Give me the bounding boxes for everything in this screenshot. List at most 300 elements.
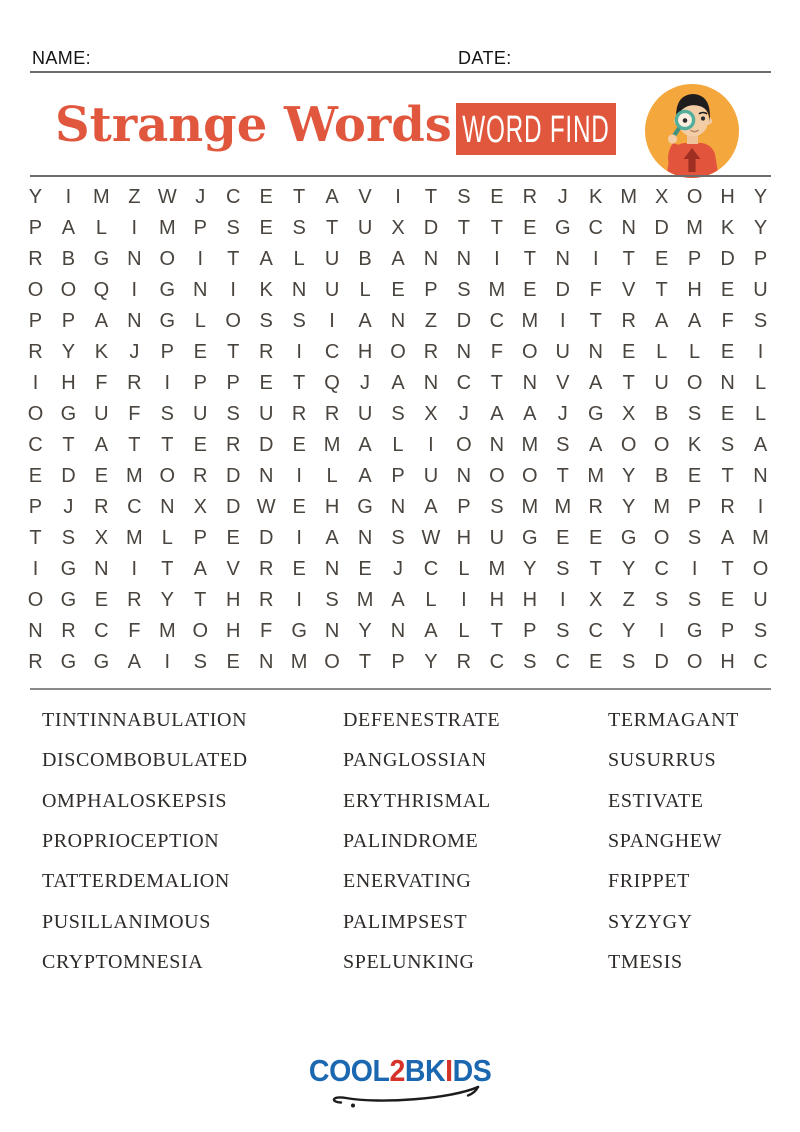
- grid-letter-r9c23: A: [753, 434, 768, 456]
- grid-letter-r12c15: U: [489, 527, 505, 549]
- grid-letter-r12c1: T: [29, 527, 42, 549]
- grid-letter-r3c13: N: [423, 248, 439, 270]
- grid-letter-r13c7: V: [226, 558, 240, 580]
- grid-letter-r12c10: A: [325, 527, 339, 549]
- grid-letter-r3c11: B: [358, 248, 372, 270]
- grid-letter-r1c19: M: [620, 186, 638, 208]
- grid-divider: [30, 688, 771, 690]
- grid-letter-r12c19: G: [620, 527, 637, 549]
- grid-letter-r16c11: T: [358, 651, 372, 673]
- grid-letter-r8c16: A: [523, 403, 537, 425]
- grid-letter-r4c5: G: [159, 279, 176, 301]
- grid-letter-r1c16: R: [522, 186, 538, 208]
- grid-letter-r12c2: S: [61, 527, 76, 549]
- grid-letter-r9c21: K: [687, 434, 702, 456]
- grid-letter-r11c10: H: [324, 496, 340, 518]
- grid-letter-r15c3: C: [94, 620, 109, 642]
- grid-letter-r4c2: O: [60, 279, 77, 301]
- grid-letter-r13c17: S: [556, 558, 570, 580]
- word-list-item: SPELUNKING: [343, 951, 475, 974]
- grid-letter-r12c23: M: [752, 527, 769, 549]
- grid-letter-r2c3: L: [95, 217, 107, 239]
- grid-letter-r6c12: O: [390, 341, 406, 363]
- word-list-item: PUSILLANIMOUS: [42, 910, 211, 933]
- grid-letter-r2c11: U: [357, 217, 373, 239]
- grid-letter-r16c22: H: [720, 651, 735, 673]
- grid-letter-r15c8: F: [260, 620, 273, 642]
- grid-letter-r1c23: Y: [753, 186, 768, 208]
- word-list-column: [608, 700, 800, 983]
- grid-letter-r8c23: L: [754, 403, 767, 425]
- grid-letter-r10c10: L: [326, 465, 338, 487]
- grid-letter-r15c20: I: [658, 620, 665, 642]
- grid-letter-r9c18: A: [589, 434, 603, 456]
- word-list-item: ESTIVATE: [608, 789, 704, 812]
- grid-letter-r3c1: R: [28, 248, 43, 270]
- grid-letter-r2c4: I: [131, 217, 138, 239]
- grid-letter-r3c15: I: [494, 248, 500, 270]
- grid-letter-r5c5: G: [159, 310, 176, 332]
- grid-letter-r7c2: H: [61, 372, 76, 394]
- grid-letter-r6c1: R: [28, 341, 43, 363]
- grid-letter-r7c9: T: [293, 372, 306, 394]
- grid-letter-r6c7: T: [227, 341, 240, 363]
- grid-letter-r4c1: O: [27, 279, 44, 301]
- grid-letter-r6c16: O: [522, 341, 538, 363]
- grid-letter-r9c17: S: [556, 434, 570, 456]
- word-list-item: PANGLOSSIAN: [343, 749, 487, 772]
- grid-letter-r16c10: O: [324, 651, 340, 673]
- grid-letter-r10c23: N: [753, 465, 768, 487]
- grid-letter-r10c7: D: [225, 465, 241, 487]
- grid-letter-r8c2: G: [60, 403, 77, 425]
- grid-letter-r5c20: A: [654, 310, 669, 332]
- logo-part: DS: [452, 1053, 492, 1088]
- grid-letter-r8c14: J: [458, 403, 469, 425]
- logo-part: 2: [389, 1053, 405, 1088]
- grid-letter-r15c1: N: [28, 620, 43, 642]
- grid-letter-r9c12: L: [392, 434, 404, 456]
- grid-letter-r3c10: U: [324, 248, 340, 270]
- grid-letter-r11c4: C: [127, 496, 142, 518]
- grid-letter-r14c22: E: [720, 589, 735, 611]
- grid-letter-r14c3: E: [94, 589, 109, 611]
- grid-letter-r9c15: N: [489, 434, 505, 456]
- grid-letter-r5c13: Z: [424, 310, 438, 332]
- grid-letter-r16c7: E: [226, 651, 240, 673]
- grid-letter-r9c22: S: [720, 434, 735, 456]
- grid-letter-r15c10: N: [324, 620, 340, 642]
- grid-letter-r4c9: N: [291, 279, 307, 301]
- grid-letter-r1c9: T: [293, 186, 306, 208]
- grid-letter-r9c9: E: [292, 434, 306, 456]
- grid-letter-r4c23: U: [753, 279, 768, 301]
- grid-letter-r3c20: E: [654, 248, 669, 270]
- grid-letter-r8c18: G: [587, 403, 604, 425]
- grid-letter-r7c6: P: [193, 372, 207, 394]
- grid-letter-r4c11: L: [359, 279, 371, 301]
- grid-letter-r9c19: O: [620, 434, 637, 456]
- grid-letter-r15c18: C: [588, 620, 603, 642]
- title-divider: [30, 175, 771, 177]
- grid-letter-r13c8: R: [258, 558, 274, 580]
- word-list-column: [42, 700, 332, 983]
- grid-letter-r14c15: H: [489, 589, 505, 611]
- grid-letter-r7c12: A: [391, 372, 405, 394]
- grid-letter-r7c1: I: [32, 372, 39, 394]
- grid-letter-r2c18: C: [588, 217, 603, 239]
- grid-letter-r1c8: E: [259, 186, 273, 208]
- grid-letter-r4c10: U: [324, 279, 340, 301]
- grid-letter-r8c15: A: [490, 403, 504, 425]
- grid-letter-r7c22: N: [720, 372, 735, 394]
- grid-letter-r2c15: T: [490, 217, 503, 239]
- grid-letter-r4c15: M: [488, 279, 506, 301]
- word-list-item: OMPHALOSKEPSIS: [42, 789, 228, 812]
- grid-letter-r15c16: P: [523, 620, 537, 642]
- grid-letter-r7c4: R: [127, 372, 142, 394]
- grid-letter-r4c12: E: [391, 279, 405, 301]
- grid-letter-r8c11: U: [357, 403, 373, 425]
- grid-letter-r2c17: G: [554, 217, 571, 239]
- grid-letter-r7c21: O: [686, 372, 703, 394]
- grid-letter-r14c1: O: [27, 589, 44, 611]
- grid-letter-r1c1: Y: [28, 186, 43, 208]
- logo-underline-swoosh: [320, 1084, 485, 1108]
- grid-letter-r12c7: E: [226, 527, 240, 549]
- grid-letter-r16c19: S: [622, 651, 636, 673]
- grid-letter-r16c17: C: [555, 651, 570, 673]
- grid-letter-r1c7: C: [225, 186, 241, 208]
- grid-letter-r6c19: E: [622, 341, 636, 363]
- grid-letter-r2c13: D: [423, 217, 439, 239]
- grid-letter-r11c21: P: [687, 496, 702, 518]
- word-list-item: TERMAGANT: [608, 708, 739, 731]
- grid-letter-r8c9: R: [291, 403, 307, 425]
- grid-letter-r1c14: S: [457, 186, 471, 208]
- grid-letter-r9c16: M: [521, 434, 539, 456]
- grid-letter-r12c22: A: [720, 527, 735, 549]
- grid-letter-r8c1: O: [27, 403, 44, 425]
- grid-letter-r15c9: G: [291, 620, 307, 642]
- grid-letter-r14c14: I: [461, 589, 467, 611]
- grid-letter-r11c8: W: [256, 496, 276, 518]
- word-list-item: SPANGHEW: [608, 830, 723, 853]
- grid-letter-r14c17: I: [559, 589, 566, 611]
- logo-text: [309, 1054, 491, 1088]
- grid-letter-r2c10: T: [325, 217, 339, 239]
- grid-letter-r7c16: N: [522, 372, 538, 394]
- grid-letter-r16c6: S: [193, 651, 207, 673]
- grid-letter-r11c22: R: [720, 496, 735, 518]
- grid-letter-r8c13: X: [424, 403, 438, 425]
- grid-letter-r13c3: N: [94, 558, 109, 580]
- grid-letter-r8c8: U: [258, 403, 274, 425]
- grid-letter-r14c4: R: [127, 589, 142, 611]
- grid-letter-r4c17: D: [555, 279, 570, 301]
- grid-letter-r1c5: W: [157, 186, 177, 208]
- grid-letter-r16c12: P: [391, 651, 405, 673]
- grid-letter-r3c7: T: [227, 248, 240, 270]
- header-divider: [30, 71, 771, 73]
- word-list-item: ERYTHRISMAL: [343, 789, 491, 812]
- grid-letter-r4c20: T: [655, 279, 668, 301]
- grid-letter-r9c4: T: [128, 434, 141, 456]
- grid-letter-r8c19: X: [622, 403, 636, 425]
- grid-letter-r6c6: E: [193, 341, 207, 363]
- word-list-item: DEFENESTRATE: [343, 708, 501, 731]
- grid-letter-r12c20: O: [653, 527, 670, 549]
- grid-letter-r13c19: Y: [622, 558, 636, 580]
- grid-letter-r2c9: S: [292, 217, 306, 239]
- grid-letter-r2c16: E: [523, 217, 537, 239]
- grid-letter-r4c3: Q: [93, 279, 110, 301]
- grid-letter-r12c21: S: [687, 527, 702, 549]
- grid-letter-r6c23: I: [757, 341, 764, 363]
- page-title: Strange Words: [55, 97, 452, 153]
- grid-letter-r9c3: A: [94, 434, 109, 456]
- grid-letter-r1c15: E: [490, 186, 504, 208]
- grid-letter-r1c22: H: [720, 186, 735, 208]
- word-list-item: TATTERDEMALION: [42, 870, 230, 893]
- grid-letter-r14c21: S: [687, 589, 702, 611]
- grid-letter-r3c23: P: [753, 248, 768, 270]
- grid-letter-r12c14: H: [456, 527, 472, 549]
- grid-letter-r11c12: N: [390, 496, 406, 518]
- grid-letter-r7c23: L: [754, 372, 767, 394]
- grid-letter-r2c8: E: [259, 217, 273, 239]
- grid-letter-r14c23: U: [753, 589, 768, 611]
- grid-letter-r10c17: T: [556, 465, 569, 487]
- grid-letter-r2c14: T: [457, 217, 471, 239]
- grid-letter-r15c2: R: [61, 620, 76, 642]
- grid-letter-r3c2: B: [61, 248, 76, 270]
- grid-letter-r4c22: E: [720, 279, 735, 301]
- grid-letter-r9c1: C: [28, 434, 43, 456]
- grid-letter-r13c22: T: [721, 558, 734, 580]
- word-list-item: SUSURRUS: [608, 749, 717, 772]
- grid-letter-r3c12: A: [391, 248, 405, 270]
- grid-letter-r5c9: S: [292, 310, 306, 332]
- grid-letter-r13c2: G: [60, 558, 77, 580]
- grid-letter-r11c14: P: [457, 496, 471, 518]
- grid-letter-r9c6: E: [193, 434, 207, 456]
- grid-letter-r5c2: P: [61, 310, 76, 332]
- grid-letter-r5c8: S: [259, 310, 273, 332]
- grid-letter-r12c9: I: [296, 527, 302, 549]
- grid-letter-r16c14: R: [456, 651, 472, 673]
- grid-letter-r16c3: G: [93, 651, 110, 673]
- grid-letter-r15c14: L: [458, 620, 470, 642]
- grid-letter-r10c12: P: [391, 465, 405, 487]
- cool2bkids-logo: [0, 1054, 800, 1088]
- grid-letter-r5c16: M: [521, 310, 539, 332]
- grid-letter-r3c14: N: [456, 248, 472, 270]
- grid-letter-r1c17: J: [557, 186, 568, 208]
- grid-letter-r3c5: O: [159, 248, 176, 270]
- grid-letter-r14c6: T: [194, 589, 207, 611]
- grid-letter-r5c3: A: [94, 310, 109, 332]
- grid-letter-r13c6: A: [193, 558, 207, 580]
- grid-letter-r11c2: J: [63, 496, 74, 518]
- grid-letter-r14c2: G: [60, 589, 77, 611]
- grid-letter-r13c14: L: [458, 558, 470, 580]
- grid-letter-r8c12: S: [391, 403, 405, 425]
- grid-letter-r14c10: S: [325, 589, 339, 611]
- grid-letter-r11c15: S: [490, 496, 504, 518]
- grid-letter-r5c21: A: [687, 310, 702, 332]
- grid-letter-r15c11: Y: [358, 620, 372, 642]
- grid-letter-r11c18: R: [588, 496, 603, 518]
- grid-letter-r10c9: I: [296, 465, 302, 487]
- grid-letter-r5c22: F: [721, 310, 734, 332]
- grid-letter-r14c13: L: [425, 589, 437, 611]
- logo-part: BK: [404, 1053, 446, 1088]
- grid-letter-r13c5: T: [161, 558, 174, 580]
- grid-letter-r15c13: A: [424, 620, 438, 642]
- grid-letter-r11c5: N: [160, 496, 175, 518]
- grid-letter-r5c4: N: [127, 310, 142, 332]
- grid-letter-r1c21: O: [686, 186, 703, 208]
- word-find-badge-label: WORD FIND: [462, 107, 610, 150]
- grid-letter-r14c18: X: [589, 589, 603, 611]
- grid-letter-r8c4: F: [128, 403, 141, 425]
- grid-letter-r8c17: J: [557, 403, 568, 425]
- grid-letter-r12c8: D: [258, 527, 274, 549]
- grid-letter-r11c1: P: [28, 496, 43, 518]
- grid-letter-r12c3: X: [94, 527, 109, 549]
- logo-part: COOL: [308, 1053, 390, 1088]
- grid-letter-r8c5: S: [160, 403, 174, 425]
- word-list-item: CRYPTOMNESIA: [42, 951, 204, 974]
- grid-letter-r16c1: R: [28, 651, 43, 673]
- grid-letter-r1c20: X: [654, 186, 669, 208]
- grid-letter-r6c2: Y: [61, 341, 76, 363]
- word-list-item: PALINDROME: [343, 830, 479, 853]
- grid-letter-r15c22: P: [720, 620, 735, 642]
- grid-letter-r10c16: O: [522, 465, 538, 487]
- word-list-item: PROPRIOCEPTION: [42, 830, 220, 853]
- grid-letter-r3c3: G: [93, 248, 110, 270]
- grid-letter-r9c7: R: [225, 434, 241, 456]
- grid-letter-r16c21: O: [686, 651, 703, 673]
- grid-letter-r2c5: M: [158, 217, 176, 239]
- grid-letter-r7c5: I: [164, 372, 171, 394]
- grid-letter-r7c11: J: [360, 372, 371, 394]
- boy-with-magnifying-glass-icon: [644, 83, 740, 179]
- grid-letter-r2c23: Y: [753, 217, 768, 239]
- grid-letter-r6c9: I: [296, 341, 302, 363]
- grid-letter-r2c1: P: [28, 217, 43, 239]
- grid-letter-r10c21: E: [687, 465, 702, 487]
- grid-letter-r13c9: E: [292, 558, 306, 580]
- grid-letter-r10c15: O: [489, 465, 505, 487]
- grid-letter-r2c22: K: [720, 217, 735, 239]
- grid-letter-r16c15: C: [489, 651, 505, 673]
- grid-letter-r5c23: S: [753, 310, 768, 332]
- grid-letter-r11c23: I: [757, 496, 764, 518]
- logo-part: I: [445, 1053, 453, 1088]
- grid-letter-r5c19: R: [621, 310, 636, 332]
- grid-letter-r10c2: D: [61, 465, 76, 487]
- word-list-item: SYZYGY: [608, 910, 693, 933]
- grid-letter-r11c20: M: [653, 496, 670, 518]
- grid-letter-r7c3: F: [95, 372, 108, 394]
- grid-letter-r16c13: Y: [424, 651, 438, 673]
- grid-letter-r15c5: M: [158, 620, 176, 642]
- grid-letter-r2c2: A: [61, 217, 76, 239]
- grid-letter-r5c18: T: [589, 310, 602, 332]
- grid-letter-r15c7: H: [225, 620, 241, 642]
- grid-letter-r8c21: S: [687, 403, 702, 425]
- grid-letter-r3c9: L: [293, 248, 305, 270]
- grid-letter-r4c14: S: [457, 279, 471, 301]
- grid-letter-r7c18: A: [589, 372, 603, 394]
- grid-letter-r7c20: U: [654, 372, 669, 394]
- grid-letter-r8c22: E: [720, 403, 735, 425]
- grid-letter-r4c19: V: [622, 279, 636, 301]
- grid-letter-r13c18: T: [589, 558, 602, 580]
- grid-letter-r5c11: A: [358, 310, 372, 332]
- date-label: DATE:: [458, 48, 512, 68]
- grid-letter-r2c21: M: [686, 217, 703, 239]
- grid-letter-r12c11: N: [357, 527, 373, 549]
- grid-letter-r5c15: C: [489, 310, 505, 332]
- grid-letter-r15c4: F: [128, 620, 141, 642]
- grid-letter-r6c20: L: [656, 341, 668, 363]
- name-label: NAME:: [32, 48, 92, 68]
- grid-letter-r13c13: C: [423, 558, 439, 580]
- grid-letter-r5c17: I: [559, 310, 566, 332]
- grid-letter-r3c6: I: [197, 248, 204, 270]
- grid-letter-r11c6: X: [193, 496, 207, 518]
- grid-letter-r16c16: S: [523, 651, 537, 673]
- grid-letter-r7c15: T: [490, 372, 503, 394]
- grid-letter-r14c8: R: [258, 589, 274, 611]
- grid-letter-r4c8: K: [259, 279, 273, 301]
- grid-letter-r9c11: A: [358, 434, 372, 456]
- grid-letter-r1c11: V: [358, 186, 372, 208]
- grid-letter-r14c12: A: [391, 589, 405, 611]
- grid-letter-r13c11: E: [358, 558, 372, 580]
- grid-letter-r10c13: U: [423, 465, 439, 487]
- grid-letter-r10c19: Y: [622, 465, 636, 487]
- grid-letter-r6c3: K: [94, 341, 109, 363]
- grid-letter-r2c19: N: [621, 217, 636, 239]
- grid-letter-r4c21: H: [687, 279, 702, 301]
- grid-letter-r6c13: R: [423, 341, 439, 363]
- grid-letter-r1c10: A: [325, 186, 339, 208]
- grid-letter-r15c19: Y: [622, 620, 636, 642]
- grid-letter-r5c12: N: [390, 310, 406, 332]
- grid-letter-r6c5: P: [160, 341, 174, 363]
- grid-letter-r11c17: M: [554, 496, 572, 518]
- grid-letter-r12c4: M: [126, 527, 143, 549]
- word-list-item: FRIPPET: [608, 870, 691, 893]
- grid-letter-r15c17: S: [556, 620, 570, 642]
- grid-letter-r1c3: M: [93, 186, 110, 208]
- grid-letter-r7c10: Q: [324, 372, 340, 394]
- grid-letter-r3c22: D: [720, 248, 735, 270]
- grid-letter-r15c15: T: [490, 620, 503, 642]
- grid-letter-r13c20: C: [654, 558, 669, 580]
- grid-letter-r1c6: J: [195, 186, 206, 208]
- grid-letter-r1c2: I: [65, 186, 72, 208]
- grid-letter-r3c8: A: [259, 248, 273, 270]
- grid-letter-r16c5: I: [164, 651, 171, 673]
- grid-letter-r1c4: Z: [128, 186, 141, 208]
- grid-letter-r8c6: U: [193, 403, 208, 425]
